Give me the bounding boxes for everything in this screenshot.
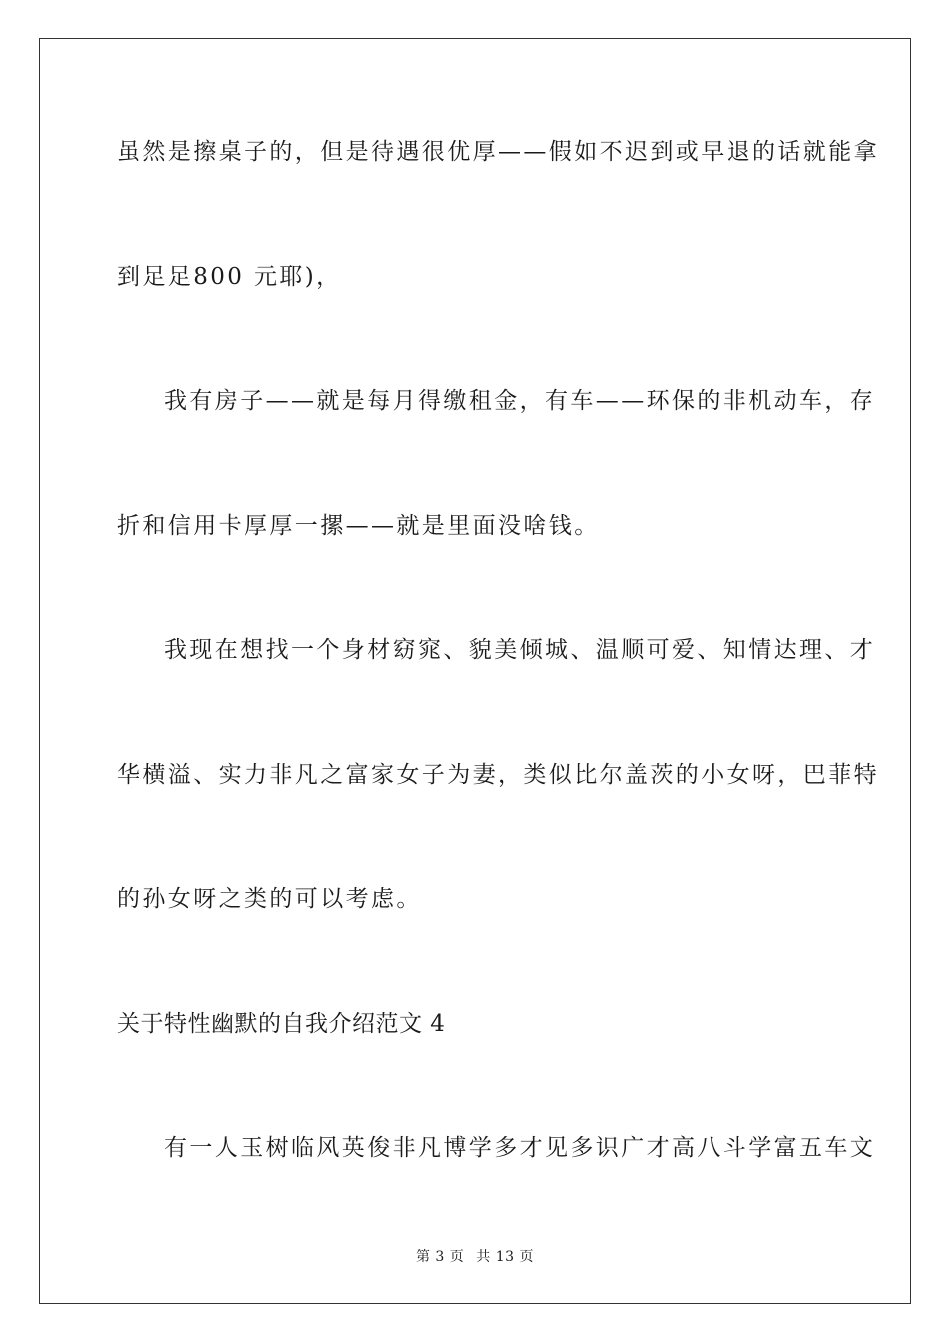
paragraph-1-line-1: 虽然是擦桌子的，但是待遇很优厚——假如不迟到或早退的话就能拿 xyxy=(117,139,879,165)
page-border xyxy=(39,38,911,1304)
page-footer xyxy=(0,1247,950,1267)
paragraph-2-line-1: 我有房子——就是每月得缴租金，有车——环保的非机动车，存 xyxy=(164,388,876,414)
paragraph-3-line-3: 的孙女呀之类的可以考虑。 xyxy=(117,886,422,912)
paragraph-2-line-2: 折和信用卡厚厚一摞——就是里面没啥钱。 xyxy=(117,513,600,539)
section-first-line: 有一人玉树临风英俊非凡博学多才见多识广才高八斗学富五车文 xyxy=(164,1135,876,1161)
paragraph-3-line-2: 华横溢、实力非凡之富家女子为妻，类似比尔盖茨的小女呀，巴菲特 xyxy=(117,762,879,788)
page-total: 共 13 页 xyxy=(476,1249,535,1265)
paragraph-3-line-1: 我现在想找一个身材窈窕、貌美倾城、温顺可爱、知情达理、才 xyxy=(164,637,876,663)
section-heading: 关于特性幽默的自我介绍范文 4 xyxy=(117,1011,446,1037)
page-number: 第 3 页 xyxy=(415,1249,465,1265)
paragraph-1-line-2: 到足足800 元耶)， xyxy=(117,264,342,290)
